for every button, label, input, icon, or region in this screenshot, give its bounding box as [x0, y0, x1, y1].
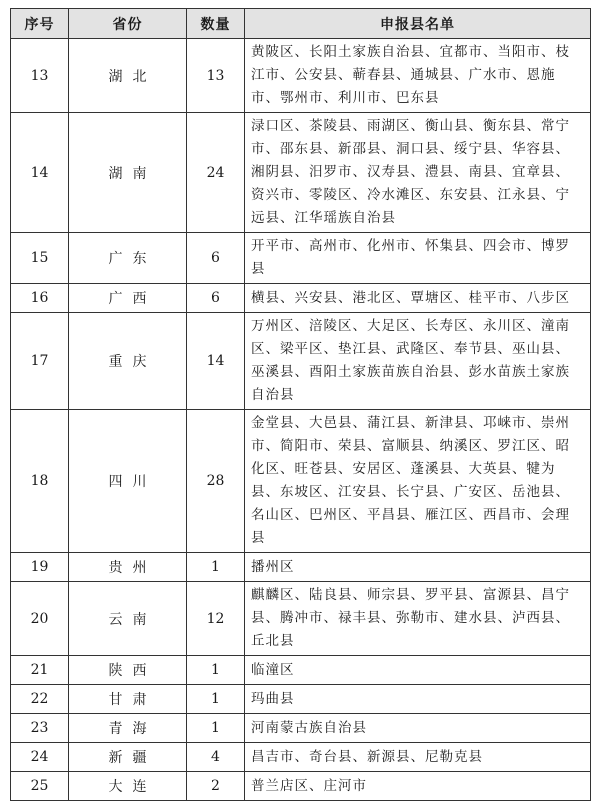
cell-names: 金堂县、大邑县、蒲江县、新津县、邛崃市、崇州市、简阳市、荣县、富顺县、纳溪区、罗江区、昭化区、旺苍县、安居区、蓬溪县、大英县、犍为县、东坡区、江安县、长宁县、广安区、岳池县、名山区、巴州区、平昌县、雁江区、西昌市、会理县	[245, 410, 591, 553]
table-row	[11, 743, 591, 772]
cell-count: 2	[187, 772, 245, 801]
cell-seq: 18	[11, 410, 69, 553]
cell-count: 13	[187, 39, 245, 113]
cell-seq: 15	[11, 233, 69, 284]
cell-seq: 19	[11, 553, 69, 582]
cell-province: 广西	[69, 284, 187, 313]
cell-names: 万州区、涪陵区、大足区、长寿区、永川区、潼南区、梁平区、垫江县、武隆区、奉节县、巫山县、巫溪县、酉阳土家族苗族自治县、彭水苗族土家族自治县	[245, 313, 591, 410]
header-seq: 序号	[11, 9, 69, 39]
cell-names: 开平市、高州市、化州市、怀集县、四会市、博罗县	[245, 233, 591, 284]
cell-seq: 16	[11, 284, 69, 313]
table-row	[11, 39, 591, 113]
table-row	[11, 656, 591, 685]
cell-count: 14	[187, 313, 245, 410]
table-row	[11, 582, 591, 656]
cell-count: 6	[187, 284, 245, 313]
cell-names: 临潼区	[245, 656, 591, 685]
cell-seq: 24	[11, 743, 69, 772]
cell-seq: 25	[11, 772, 69, 801]
cell-province: 大连	[69, 772, 187, 801]
table-row	[11, 284, 591, 313]
cell-province: 甘肃	[69, 685, 187, 714]
cell-count: 12	[187, 582, 245, 656]
cell-count: 1	[187, 656, 245, 685]
cell-seq: 17	[11, 313, 69, 410]
table-row	[11, 685, 591, 714]
header-province: 省份	[69, 9, 187, 39]
cell-seq: 22	[11, 685, 69, 714]
table-body	[11, 39, 591, 801]
cell-count: 4	[187, 743, 245, 772]
cell-count: 24	[187, 113, 245, 233]
table-row	[11, 553, 591, 582]
cell-names: 河南蒙古族自治县	[245, 714, 591, 743]
cell-names: 玛曲县	[245, 685, 591, 714]
cell-seq: 14	[11, 113, 69, 233]
cell-province: 四川	[69, 410, 187, 553]
cell-province: 贵州	[69, 553, 187, 582]
cell-seq: 20	[11, 582, 69, 656]
cell-province: 云南	[69, 582, 187, 656]
cell-province: 湖北	[69, 39, 187, 113]
cell-names: 昌吉市、奇台县、新源县、尼勒克县	[245, 743, 591, 772]
table-row	[11, 313, 591, 410]
table-row	[11, 113, 591, 233]
cell-names: 麒麟区、陆良县、师宗县、罗平县、富源县、昌宁县、腾冲市、禄丰县、弥勒市、建水县、泸西县、丘北县	[245, 582, 591, 656]
cell-count: 1	[187, 553, 245, 582]
table-row	[11, 410, 591, 553]
table-row	[11, 772, 591, 801]
cell-names: 横县、兴安县、港北区、覃塘区、桂平市、八步区	[245, 284, 591, 313]
cell-province: 湖南	[69, 113, 187, 233]
cell-province: 重庆	[69, 313, 187, 410]
table-row	[11, 714, 591, 743]
cell-seq: 23	[11, 714, 69, 743]
cell-names: 普兰店区、庄河市	[245, 772, 591, 801]
cell-seq: 21	[11, 656, 69, 685]
cell-province: 青海	[69, 714, 187, 743]
county-list-table	[10, 8, 591, 801]
cell-names: 渌口区、茶陵县、雨湖区、衡山县、衡东县、常宁市、邵东县、新邵县、洞口县、绥宁县、华容县、湘阴县、汨罗市、汉寿县、澧县、南县、宜章县、资兴市、零陵区、冷水滩区、东安县、江永县、宁远县、江华瑶族自治县	[245, 113, 591, 233]
cell-province: 新疆	[69, 743, 187, 772]
table-row	[11, 233, 591, 284]
header-count: 数量	[187, 9, 245, 39]
cell-names: 播州区	[245, 553, 591, 582]
cell-count: 1	[187, 714, 245, 743]
cell-province: 广东	[69, 233, 187, 284]
cell-count: 6	[187, 233, 245, 284]
cell-count: 1	[187, 685, 245, 714]
cell-count: 28	[187, 410, 245, 553]
header-names: 申报县名单	[245, 9, 591, 39]
table-header	[11, 9, 591, 39]
cell-province: 陕西	[69, 656, 187, 685]
cell-names: 黄陂区、长阳土家族自治县、宜都市、当阳市、枝江市、公安县、蕲春县、通城县、广水市、恩施市、鄂州市、利川市、巴东县	[245, 39, 591, 113]
cell-seq: 13	[11, 39, 69, 113]
